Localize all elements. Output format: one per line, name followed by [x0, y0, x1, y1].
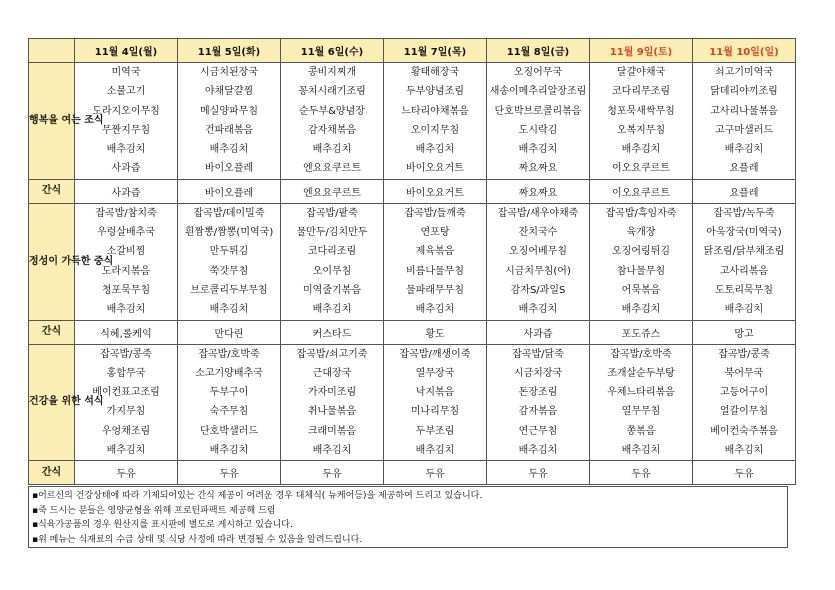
- menu-item: 낙지볶음: [415, 387, 455, 399]
- snack-item: 망고: [693, 320, 796, 344]
- menu-item: 메실양파무침: [200, 105, 258, 117]
- day-header: 11월 8일(금): [487, 39, 590, 63]
- menu-item: 오이지무침: [410, 124, 460, 136]
- menu-item: 소갈비찜: [106, 246, 146, 258]
- menu-item: 배추김치: [724, 144, 764, 156]
- menu-cell: [487, 203, 590, 320]
- menu-item: 배추김치: [621, 144, 661, 156]
- snack-item: 사과즙: [487, 320, 590, 344]
- section-label: 건강을 위한 석식: [29, 344, 75, 461]
- menu-item: 돈장조림: [518, 387, 558, 399]
- menu-cell: [178, 344, 281, 461]
- menu-item: 잡곡밥/들깨죽: [404, 207, 466, 219]
- menu-item: 북어무국: [724, 367, 764, 379]
- menu-cell: [693, 63, 796, 180]
- snack-item: 만다린: [178, 320, 281, 344]
- menu-item: 베이컨숙주볶음: [710, 425, 778, 437]
- menu-item: 감자볶음: [518, 406, 558, 418]
- menu-item: 도토리묵무침: [715, 284, 773, 296]
- menu-item: 오복지무침: [616, 124, 666, 136]
- menu-item: 황태해장국: [410, 67, 460, 78]
- menu-item: 연근무침: [518, 425, 558, 437]
- snack-item: 두유: [693, 461, 796, 485]
- menu-item: 배추김치: [209, 304, 249, 316]
- menu-cell: [693, 203, 796, 320]
- menu-item: 배추김치: [415, 445, 455, 457]
- menu-item: 숙주무침: [209, 406, 249, 418]
- menu-item: 잡곡밥/호박죽: [610, 348, 672, 360]
- menu-item: 흰짬뽕/짬뽕(미역국): [184, 227, 274, 239]
- menu-item: 아욱장국(미역국): [706, 227, 782, 239]
- section-label: 행복을 여는 조식: [29, 63, 75, 180]
- menu-item: 제육볶음: [415, 246, 455, 258]
- menu-item: 닭데리야끼조림: [710, 86, 778, 98]
- weekly-menu-table: [28, 38, 796, 485]
- menu-item: 배추김치: [621, 304, 661, 316]
- menu-item: 잡곡밥/콩죽: [718, 348, 770, 360]
- menu-item: 오징어무국: [513, 67, 563, 78]
- menu-item: 취나물볶음: [307, 406, 357, 418]
- corner-cell: [29, 39, 75, 63]
- menu-item: 바이오요거트: [406, 163, 464, 175]
- menu-item: 잡곡밥/새우야채죽: [497, 207, 579, 219]
- day-header-weekend: 11월 10일(일): [693, 39, 796, 63]
- menu-item: 꽁치시래기조림: [298, 86, 366, 98]
- snack-item: 짜요짜요: [487, 179, 590, 203]
- snack-row: [29, 320, 796, 344]
- menu-item: 연포탕: [420, 227, 450, 239]
- menu-item: 고구마샐러드: [715, 124, 773, 136]
- day-header-weekend: 11월 9일(토): [590, 39, 693, 63]
- menu-item: 열무무침: [621, 406, 661, 418]
- menu-item: 잡곡밥/호박죽: [198, 348, 260, 360]
- menu-item: 우엉채조림: [101, 425, 151, 437]
- menu-item: 쇠고기미역국: [715, 67, 773, 78]
- menu-item: 조개살순두부탕: [607, 367, 675, 379]
- menu-item: 물파래무무침: [406, 284, 464, 296]
- menu-item: 잡곡밥/녹두죽: [713, 207, 775, 219]
- menu-item: 배추김치: [312, 445, 352, 457]
- menu-item: 바이오플레: [204, 163, 254, 175]
- menu-cell: [384, 63, 487, 180]
- menu-item: 잡곡밥/닭죽: [512, 348, 564, 360]
- menu-item: 콩비지찌개: [307, 67, 357, 78]
- menu-item: 단호박샐러드: [200, 425, 258, 437]
- menu-item: 청포묵새싹무침: [607, 105, 675, 117]
- snack-item: 사과즙: [75, 179, 178, 203]
- snack-item: 커스타드: [281, 320, 384, 344]
- menu-item: 느타리야채볶음: [401, 105, 469, 117]
- menu-cell: [178, 203, 281, 320]
- note-line: ▪어르신의 건강상태에 따라 기제되어있는 간식 제공이 어려운 경우 대체식( 뉴케어등)을 제공하여 드리고 있습니다.: [32, 491, 483, 501]
- menu-item: 육개장: [626, 227, 656, 239]
- menu-item: 잔치국수: [518, 227, 558, 239]
- menu-item: 코다리무조림: [612, 86, 670, 98]
- menu-item: 닭조림/닭부채조림: [703, 246, 785, 258]
- menu-item: 시금치장국: [513, 367, 563, 379]
- snack-item: 요플레: [693, 179, 796, 203]
- menu-item: 배추김치: [621, 445, 661, 457]
- menu-item: 단호박브로콜리볶음: [494, 105, 582, 117]
- menu-item: 배추김치: [312, 144, 352, 156]
- menu-item: 배추김치: [106, 445, 146, 457]
- menu-item: 감자S/과일S: [510, 284, 566, 296]
- menu-item: 가자미조림: [307, 387, 357, 399]
- snack-item: 두유: [178, 461, 281, 485]
- menu-item: 배추김치: [106, 144, 146, 156]
- snack-item: 두유: [487, 461, 590, 485]
- header-row: [29, 39, 796, 63]
- menu-cell: [281, 344, 384, 461]
- menu-item: 이오요쿠르트: [612, 163, 670, 175]
- day-header: 11월 7일(목): [384, 39, 487, 63]
- menu-item: 오징어베무침: [509, 246, 567, 258]
- menu-item: 오징어링튀김: [612, 246, 670, 258]
- menu-cell: [590, 344, 693, 461]
- menu-item: 배추김치: [518, 445, 558, 457]
- menu-item: 두부양념조림: [406, 86, 464, 98]
- menu-item: 도라지오이무침: [92, 105, 160, 117]
- menu-item: 배추김치: [415, 304, 455, 316]
- menu-item: 고등어구이: [719, 387, 769, 399]
- menu-item: 배추김치: [724, 304, 764, 316]
- note-line: ▪위 메뉴는 식재료의 수급 상태 및 식당 사정에 따라 변경될 수 있음을 알려드립니다.: [32, 534, 363, 545]
- menu-item: 배추김치: [415, 144, 455, 156]
- note-line: ▪식육가공품의 경우 원산지를 표시판에 별도로 게시하고 있습니다.: [32, 520, 293, 530]
- snack-item: 두유: [590, 461, 693, 485]
- menu-item: 우체느타리볶음: [607, 387, 675, 399]
- menu-cell: [281, 203, 384, 320]
- menu-cell: [590, 203, 693, 320]
- menu-item: 순두부&양념장: [299, 105, 365, 117]
- menu-item: 오이무침: [312, 265, 352, 277]
- snack-item: 황도: [384, 320, 487, 344]
- menu-item: 고사리나물볶음: [710, 105, 778, 117]
- menu-item: 배추김치: [209, 445, 249, 457]
- menu-item: 잡곡밥/콩죽: [100, 348, 152, 360]
- notes-box: [28, 486, 788, 548]
- menu-item: 미역줄기볶음: [303, 284, 361, 296]
- menu-item: 배추김치: [518, 144, 558, 156]
- menu-item: 감자채볶음: [307, 124, 357, 136]
- menu-cell: [487, 63, 590, 180]
- menu-item: 잡곡밥/흑임자죽: [605, 207, 677, 219]
- menu-item: 배추김치: [724, 445, 764, 457]
- meal-row: [29, 344, 796, 461]
- menu-cell: [178, 63, 281, 180]
- menu-item: 배추김치: [312, 304, 352, 316]
- menu-item: 배추김치: [106, 304, 146, 316]
- menu-item: 얼갈이무침: [719, 406, 769, 418]
- menu-item: 도시락김: [518, 124, 558, 136]
- menu-item: 잡곡밥/깨생이죽: [399, 348, 471, 360]
- menu-item: 야채달걀찜: [204, 86, 254, 98]
- snack-item: 식혜,롤케익: [75, 320, 178, 344]
- menu-item: 두부조림: [415, 425, 455, 437]
- menu-item: 무짠지무침: [101, 124, 151, 136]
- snack-item: 바이오요거트: [384, 179, 487, 203]
- menu-cell: [384, 203, 487, 320]
- menu-item: 물만두/김치만두: [296, 227, 368, 239]
- menu-item: 배추김치: [518, 304, 558, 316]
- menu-item: 코다리조림: [307, 246, 357, 258]
- menu-item: 시금치된장국: [200, 67, 258, 78]
- menu-cell: [384, 344, 487, 461]
- menu-item: 잡곡밥/데이밀죽: [193, 207, 265, 219]
- section-label: 정성이 가득한 중식: [29, 203, 75, 320]
- menu-item: 건파래볶음: [204, 124, 254, 136]
- menu-item: 배추김치: [209, 144, 249, 156]
- snack-item: 포도쥬스: [590, 320, 693, 344]
- note-line: ▪죽 드시는 분들은 영양균형을 위해 프로틴파팩트 제공해 드림: [32, 505, 276, 516]
- menu-item: 홍합무국: [106, 367, 146, 379]
- menu-cell: [590, 63, 693, 180]
- menu-item: 쫑볶음: [626, 425, 656, 437]
- menu-item: 쑥갓무침: [209, 265, 249, 277]
- menu-item: 잡곡밥/참치죽: [95, 207, 157, 219]
- menu-item: 비름나물무침: [406, 265, 464, 277]
- menu-cell: [693, 344, 796, 461]
- menu-item: 사과즙: [111, 163, 141, 175]
- day-header: 11월 4일(월): [75, 39, 178, 63]
- meal-row: [29, 203, 796, 320]
- menu-cell: [487, 344, 590, 461]
- menu-item: 미나리무침: [410, 406, 460, 418]
- snack-item: 바이오플레: [178, 179, 281, 203]
- menu-item: 두부구이: [209, 387, 249, 399]
- menu-item: 시금치무침(어): [505, 265, 571, 277]
- menu-item: 만두튀김: [209, 246, 249, 258]
- menu-cell: [281, 63, 384, 180]
- menu-item: 짜요짜요: [518, 163, 558, 175]
- snack-row: [29, 179, 796, 203]
- menu-item: 브로콜리두부무침: [190, 284, 268, 296]
- section-label: 간식: [29, 320, 75, 344]
- menu-item: 달걀야채국: [616, 67, 666, 78]
- menu-item: 가지무침: [106, 406, 146, 418]
- menu-item: 소불고기: [106, 86, 146, 98]
- menu-item: 엔요요쿠르트: [303, 163, 361, 175]
- day-header: 11월 6일(수): [281, 39, 384, 63]
- menu-item: 근대장국: [312, 367, 352, 379]
- snack-row: [29, 461, 796, 485]
- menu-item: 요플레: [729, 163, 759, 175]
- menu-item: 잡곡밥/팥죽: [306, 207, 358, 219]
- snack-item: 엔요요쿠르트: [281, 179, 384, 203]
- section-label: 간식: [29, 179, 75, 203]
- menu-item: 어묵볶음: [621, 284, 661, 296]
- snack-item: 두유: [281, 461, 384, 485]
- snack-item: 이오요쿠르트: [590, 179, 693, 203]
- menu-item: 베이컨표고조림: [92, 387, 160, 399]
- menu-item: 열무장국: [415, 367, 455, 379]
- menu-item: 우렁살배추국: [97, 227, 155, 239]
- meal-row: [29, 63, 796, 180]
- menu-item: 참나물무침: [616, 265, 666, 277]
- menu-item: 미역국: [111, 67, 141, 78]
- menu-item: 소고기양배추국: [195, 367, 263, 379]
- menu-item: 크래미볶음: [307, 425, 357, 437]
- section-label: 간식: [29, 461, 75, 485]
- menu-item: 도라지볶음: [101, 265, 151, 277]
- snack-item: 두유: [75, 461, 178, 485]
- day-header: 11월 5일(화): [178, 39, 281, 63]
- snack-item: 두유: [384, 461, 487, 485]
- menu-item: 청포묵무침: [101, 284, 151, 296]
- menu-item: 잡곡밥/쇠고기죽: [296, 348, 368, 360]
- menu-item: 새송이메추리알장조림: [489, 86, 587, 98]
- menu-item: 고사리볶음: [719, 265, 769, 277]
